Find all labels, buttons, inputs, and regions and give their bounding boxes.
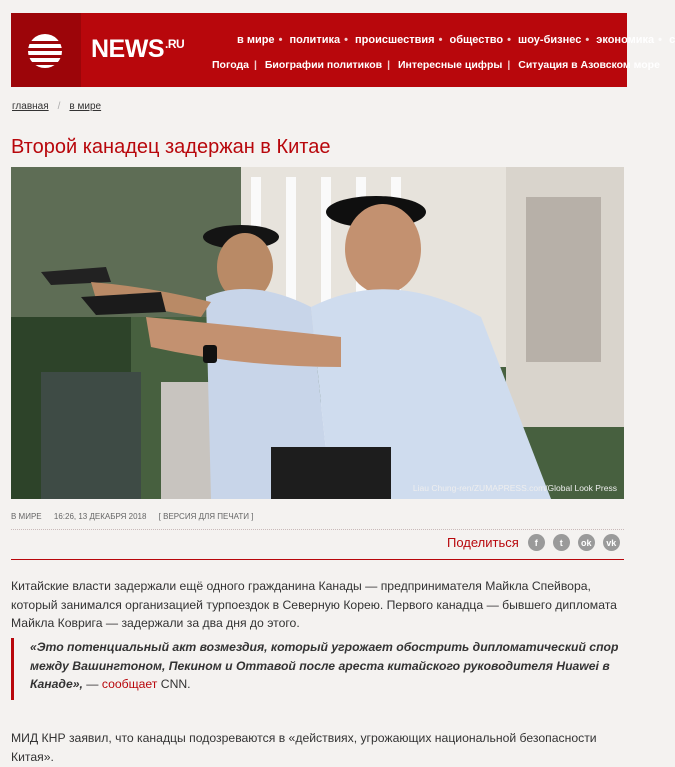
breadcrumb-home[interactable]: главная	[12, 101, 49, 112]
nav-separator: |	[253, 59, 257, 71]
vk-icon[interactable]: vk	[603, 534, 620, 551]
brand-name: NEWS	[91, 35, 164, 63]
nav-item-azov-sea[interactable]: Ситуация в Азовском море	[518, 59, 660, 71]
quote-dash: —	[82, 677, 102, 691]
primary-nav	[237, 34, 675, 46]
nav-item-society[interactable]: общество	[449, 34, 504, 46]
share-bar	[447, 534, 628, 551]
quote-source: CNN.	[157, 677, 191, 691]
nav-item-more[interactable]: с	[669, 34, 675, 46]
secondary-nav	[212, 59, 660, 71]
divider	[11, 529, 624, 530]
article-meta	[11, 512, 263, 521]
print-version-link[interactable]: [ ВЕРСИЯ ДЛЯ ПЕЧАТИ ]	[158, 512, 254, 521]
breadcrumb-section[interactable]: в мире	[69, 101, 102, 112]
meta-datetime: 16:26, 13 ДЕКАБРЯ 2018	[53, 512, 147, 521]
nav-separator: •	[585, 34, 590, 46]
nav-item-economy[interactable]: экономика	[596, 34, 655, 46]
share-label: Поделиться	[447, 535, 519, 550]
twitter-icon[interactable]: t	[553, 534, 570, 551]
meta-section[interactable]: В МИРЕ	[11, 512, 42, 521]
brand-logo[interactable]	[91, 35, 184, 64]
nav-item-world[interactable]: в мире	[237, 34, 275, 46]
nav-item-figures[interactable]: Интересные цифры	[398, 59, 503, 71]
nav-separator: |	[387, 59, 391, 71]
globe-logo-icon	[27, 33, 63, 69]
nav-separator: •	[278, 34, 283, 46]
nav-separator: •	[507, 34, 511, 46]
nav-separator: •	[344, 34, 348, 46]
photo-illustration	[11, 167, 624, 499]
article-paragraph: МИД КНР заявил, что канадцы подозреваются в «действиях, угрожающих национальной безопасности Китая».	[11, 731, 597, 764]
odnoklassniki-icon[interactable]: ok	[578, 534, 595, 551]
article-title: Второй канадец задержан в Китае	[11, 136, 331, 158]
nav-item-showbiz[interactable]: шоу-бизнес	[518, 34, 582, 46]
article-photo	[11, 167, 624, 499]
photo-credit: Liau Chung-ren/ZUMAPRESS.com/Global Look Press	[412, 483, 617, 493]
article-quote	[11, 638, 623, 700]
article-paragraph: Китайские власти задержали ещё одного гражданина Канады — предпринимателя Майкла Спейвора, который занимался организацией турпоездок в Северную Корею. Первого канадца — бывшего дипломата Майкла Коврига — задержали за два дня до этого.	[11, 579, 617, 630]
site-header	[11, 13, 675, 87]
facebook-icon[interactable]: f	[528, 534, 545, 551]
quote-text: «Это потенциальный акт возмездия, который угрожает обострить дипломатический спор между Вашингтоном, Пекином и Оттавой после ареста китайского руководителя Huawei в Канаде»,	[30, 640, 619, 691]
breadcrumb-separator: /	[57, 101, 61, 112]
divider	[11, 559, 624, 560]
nav-separator: •	[438, 34, 443, 46]
breadcrumb	[12, 101, 101, 112]
brand-suffix: .RU	[165, 37, 185, 51]
nav-separator: |	[507, 59, 511, 71]
nav-separator: •	[658, 34, 663, 46]
logo-box[interactable]	[11, 13, 81, 87]
nav-item-incidents[interactable]: происшествия	[355, 34, 435, 46]
nav-item-biographies[interactable]: Биографии политиков	[264, 59, 383, 71]
nav-item-politics[interactable]: политика	[289, 34, 341, 46]
nav-item-weather[interactable]: Погода	[212, 59, 249, 71]
quote-source-link[interactable]: сообщает	[101, 677, 158, 691]
